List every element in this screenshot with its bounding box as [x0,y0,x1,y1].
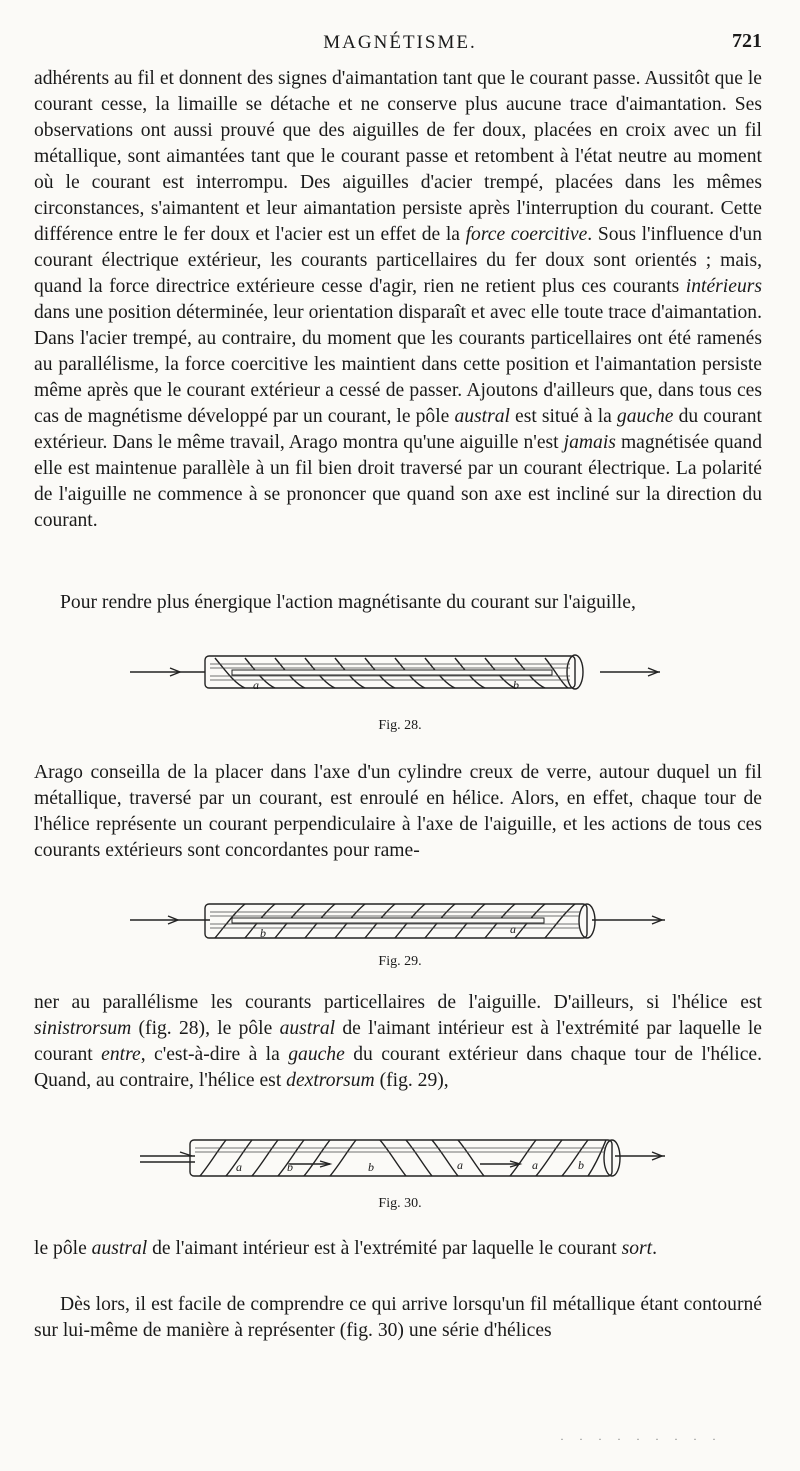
figure-29 [0,890,800,980]
paragraph-4: ner au parallélisme les courants particellaires de l'aiguille. D'ailleurs, si l'hélice est sinistrorsum (fig. 28), le pôle austral de l'aimant intérieur est à l'extrémité par laquelle le courant entre, c'est-à-dire à la gauche du courant extérieur dans chaque tour de l'hélice. Quand, au contraire, l'hélice est dextrorsum (fig. 29), [34,992,763,1091]
paragraph-5: le pôle austral de l'aimant intérieur est à l'extrémité par laquelle le courant sort. [34,1238,657,1259]
fig28-label-b: b [513,678,519,692]
running-head [0,28,800,58]
fig30-caption: Fig. 30. [378,1196,422,1211]
fig29-label-b: b [260,926,266,940]
fig28-label-a: a [253,678,259,692]
fig29-caption: Fig. 29. [378,954,422,969]
fig29-label-a: a [510,922,516,936]
helix-figure-29 [0,890,800,950]
paragraph-3: Arago conseilla de la placer dans l'axe d'un cylindre creux de verre, autour duquel un fil métallique, traversé par un courant, est enroulé en hélice. Alors, en effet, chaque tour de l'hélice représente un courant perpendiculaire à l'axe de l'aiguille, et les actions de tous ces courants extérieurs sont concordantes pour rame- [34,762,762,861]
helix-figure-30 [0,1130,800,1190]
page-footer-marks: · · · · · · · · · [560,1432,722,1446]
figure-30 [0,1130,800,1220]
page-title: MAGNÉTISME. [323,32,477,53]
page-number: 721 [732,30,762,52]
fig30-label-a1: a [236,1160,242,1174]
fig30-label-a3: a [532,1158,538,1172]
paragraph-1: adhérents au fil et donnent des signes d'aimantation tant que le courant passe. Aussitôt que le courant cesse, la limaille se détache et ne conserve plus aucune trace d'aimantation. Ses observations ont aussi prouvé que des aiguilles de fer doux, placées en croix avec un fil métallique, sont aimantées tant que le courant passe et retombent à l'état neutre au moment où le courant est interrompu. Des aiguilles d'acier trempé, placées dans les mêmes circonstances, s'aimantent et leur aimantation persiste après l'interruption du courant. Cette différence entre le fer doux et l'acier est un effet de la force coercitive. Sous l'influence d'un courant électrique extérieur, les courants particellaires du fer doux sont orientés ; mais, quand la force directrice extérieure cesse d'agir, rien ne retient plus ces courants intérieurs dans une position déterminée, leur orientation disparaît et avec elle toute trace d'aimantation. Dans l'acier trempé, au contraire, du moment que les courants particellaires ont été ramenés au parallélisme, la force coercitive les maintient dans cette position et l'aimantation persiste même après que le courant extérieur a cessé de passer. Ajoutons d'ailleurs que, dans tous ces cas de magnétisme développé par un courant, le pôle austral est situé à la gauche du courant extérieur. Dans le même travail, Arago montra qu'une aiguille n'est jamais magnétisée quand elle est maintenue parallèle à un fil bien droit traversé par un courant électrique. La polarité de l'aiguille ne commence à se prononcer que quand son axe est incliné sur la direction du courant. [34,68,763,531]
paragraph-6: Dès lors, il est facile de comprendre ce qui arrive lorsqu'un fil métallique étant contourné sur lui-même de manière à représenter (fig. 30) une série d'hélices [34,1294,762,1341]
helix-figure-28 [0,640,800,710]
fig30-label-b1: b [287,1160,293,1174]
fig30-label-b2: b [368,1160,374,1174]
fig30-label-b3: b [578,1158,584,1172]
fig28-caption: Fig. 28. [378,718,422,733]
fig30-label-a2: a [457,1158,463,1172]
figure-28 [0,640,800,740]
paragraph-2: Pour rendre plus énergique l'action magnétisante du courant sur l'aiguille, [60,592,636,613]
